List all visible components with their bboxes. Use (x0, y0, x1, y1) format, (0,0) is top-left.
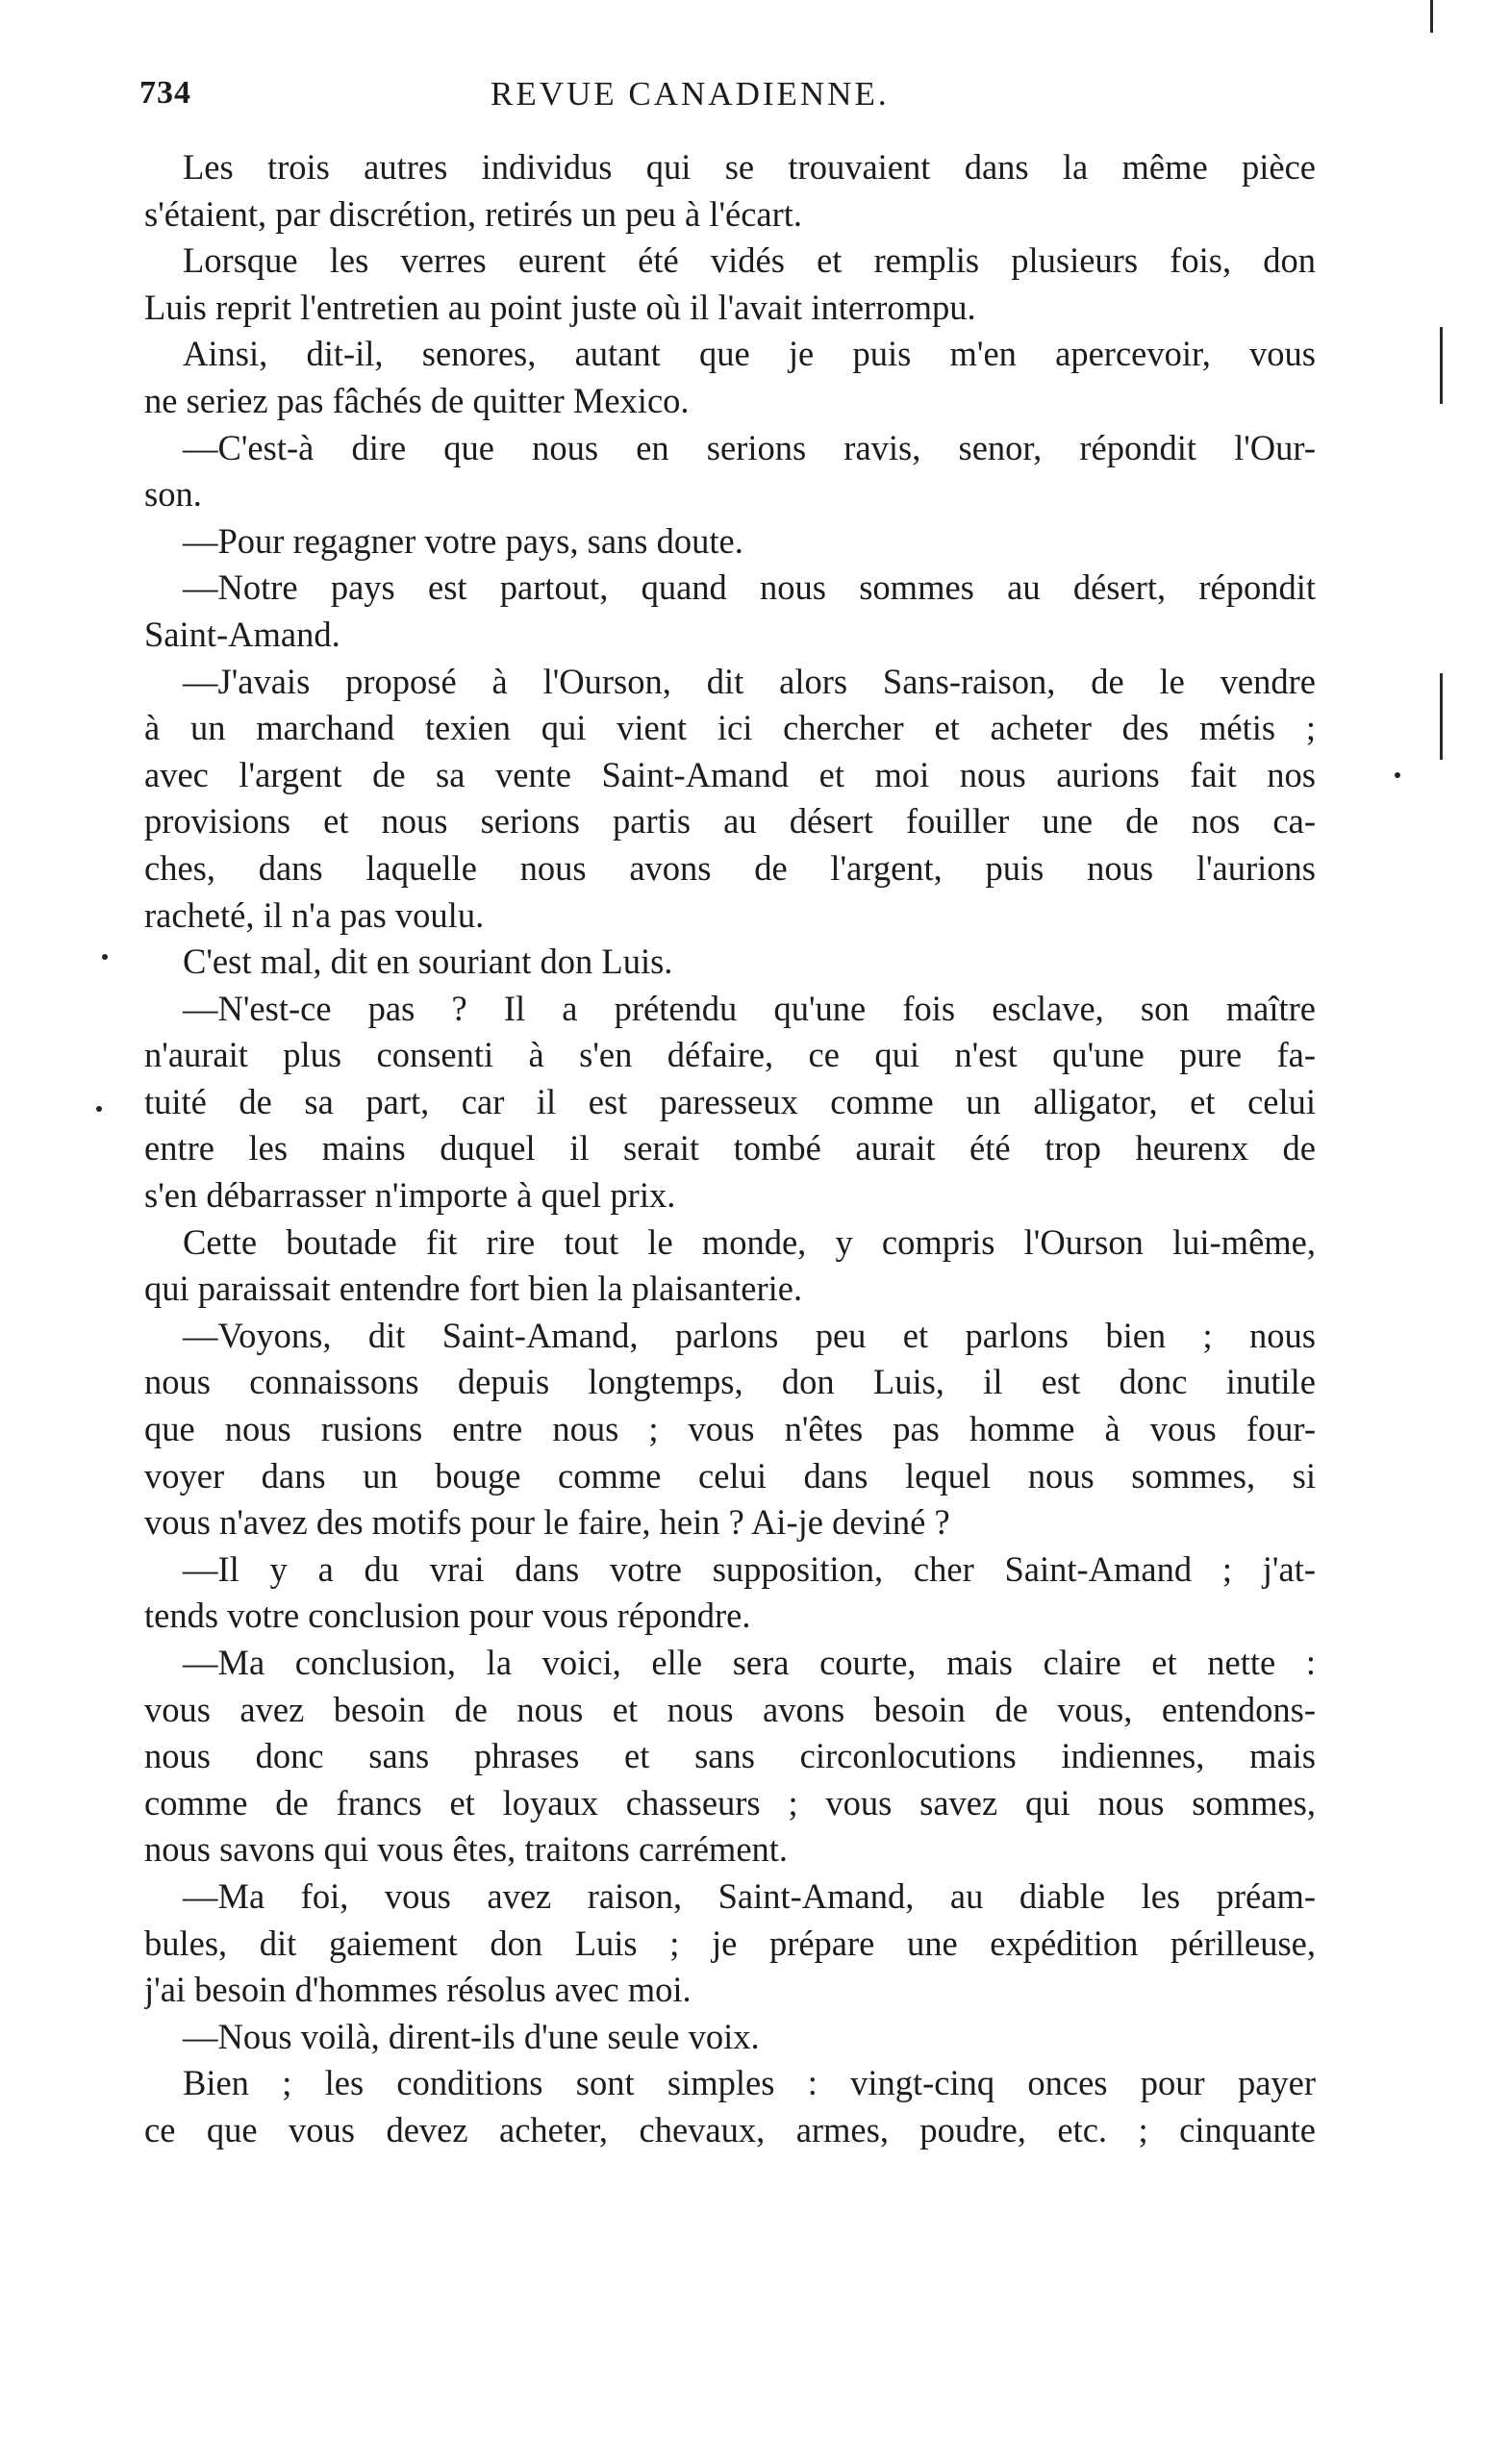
text-line: comme de francs et loyaux chasseurs ; vous savez qui nous sommes, (144, 1782, 1316, 1823)
text-line: tuité de sa part, car il est paresseux comme un alligator, et celui (144, 1081, 1316, 1121)
running-title: REVUE CANADIENNE. (491, 75, 890, 113)
scan-edge-mark (1440, 673, 1443, 760)
text-line: Luis reprit l'entretien au point juste où il l'avait interrompu. (144, 287, 976, 327)
text-line: entre les mains duquel il serait tombé aurait été trop heurenx de (144, 1128, 1316, 1169)
text-line: —Notre pays est partout, quand nous sommes au désert, répondit (183, 567, 1316, 608)
scan-speck (96, 1106, 102, 1112)
text-line: Lorsque les verres eurent été vidés et remplis plusieurs fois, don (183, 240, 1316, 281)
text-line: —J'avais proposé à l'Ourson, dit alors Sans-raison, de le vendre (183, 661, 1316, 701)
text-line: j'ai besoin d'hommes résolus avec moi. (144, 1970, 692, 2010)
text-line: —Ma conclusion, la voici, elle sera courte, mais claire et nette : (183, 1643, 1316, 1682)
text-line: bules, dit gaiement don Luis ; je prépare une expédition périlleuse, (144, 1923, 1316, 1963)
scan-speck (1395, 772, 1400, 778)
text-line: nous connaissons depuis longtemps, don Luis, il est donc inutile (144, 1362, 1316, 1402)
text-line: son. (144, 474, 202, 515)
scan-edge-mark (1440, 327, 1443, 404)
text-line: ce que vous devez acheter, chevaux, armes, poudre, etc. ; cinquante (144, 2109, 1316, 2150)
text-line: avec l'argent de sa vente Saint-Amand et moi nous aurions fait nos (144, 754, 1316, 794)
text-line: racheté, il n'a pas voulu. (144, 894, 485, 935)
text-line: ches, dans laquelle nous avons de l'argent, puis nous l'aurions (144, 847, 1316, 888)
text-line: à un marchand texien qui vient ici chercher et acheter des métis ; (144, 708, 1316, 748)
text-line: —C'est-à dire que nous en serions ravis, senor, répondit l'Our- (183, 427, 1316, 467)
page-number: 734 (139, 75, 191, 111)
text-line: nous savons qui vous êtes, traitons carrément. (144, 1829, 789, 1870)
text-line: —Il y a du vrai dans votre supposition, cher Saint-Amand ; j'at- (183, 1548, 1316, 1589)
body-text (144, 144, 1316, 2154)
text-line: qui paraissait entendre fort bien la plaisanterie. (144, 1269, 803, 1309)
text-line: Ainsi, dit-il, senores, autant que je puis m'en apercevoir, vous (183, 334, 1316, 374)
text-line: C'est mal, dit en souriant don Luis. (183, 942, 673, 982)
text-line: —Pour regagner votre pays, sans doute. (183, 520, 743, 561)
text-line: Les trois autres individus qui se trouvaient dans la même pièce (183, 147, 1316, 187)
page-header (139, 75, 1313, 133)
text-line: vous n'avez des motifs pour le faire, hein ? Ai-je deviné ? (144, 1502, 950, 1543)
text-line: Bien ; les conditions sont simples : vingt-cinq onces pour payer (183, 2063, 1316, 2103)
text-line: —Voyons, dit Saint-Amand, parlons peu et parlons bien ; nous (183, 1315, 1316, 1355)
text-line: Saint-Amand. (144, 614, 340, 654)
text-line: vous avez besoin de nous et nous avons besoin de vous, entendons- (144, 1689, 1316, 1729)
text-line: ne seriez pas fâchés de quitter Mexico. (144, 380, 690, 420)
text-line: tends votre conclusion pour vous répondre. (144, 1596, 751, 1636)
scan-speck (102, 954, 108, 960)
text-line: provisions et nous serions partis au désert fouiller une de nos ca- (144, 801, 1316, 842)
text-line: n'aurait plus consenti à s'en défaire, ce qui n'est qu'une pure fa- (144, 1035, 1316, 1075)
scan-edge-mark (1430, 0, 1433, 33)
text-line: —Ma foi, vous avez raison, Saint-Amand, au diable les préam- (183, 1875, 1316, 1916)
text-line: nous donc sans phrases et sans circonlocutions indiennes, mais (144, 1736, 1316, 1776)
text-line: —N'est-ce pas ? Il a prétendu qu'une fois esclave, son maître (183, 988, 1316, 1028)
text-line: voyer dans un bouge comme celui dans lequel nous sommes, si (144, 1455, 1316, 1496)
text-line: s'en débarrasser n'importe à quel prix. (144, 1175, 676, 1216)
text-line: Cette boutade fit rire tout le monde, y compris l'Ourson lui-même, (183, 1221, 1316, 1262)
text-line: —Nous voilà, dirent-ils d'une seule voix. (183, 2016, 760, 2056)
text-line: que nous rusions entre nous ; vous n'êtes pas homme à vous four- (144, 1409, 1316, 1449)
text-line: s'étaient, par discrétion, retirés un peu à l'écart. (144, 193, 803, 234)
